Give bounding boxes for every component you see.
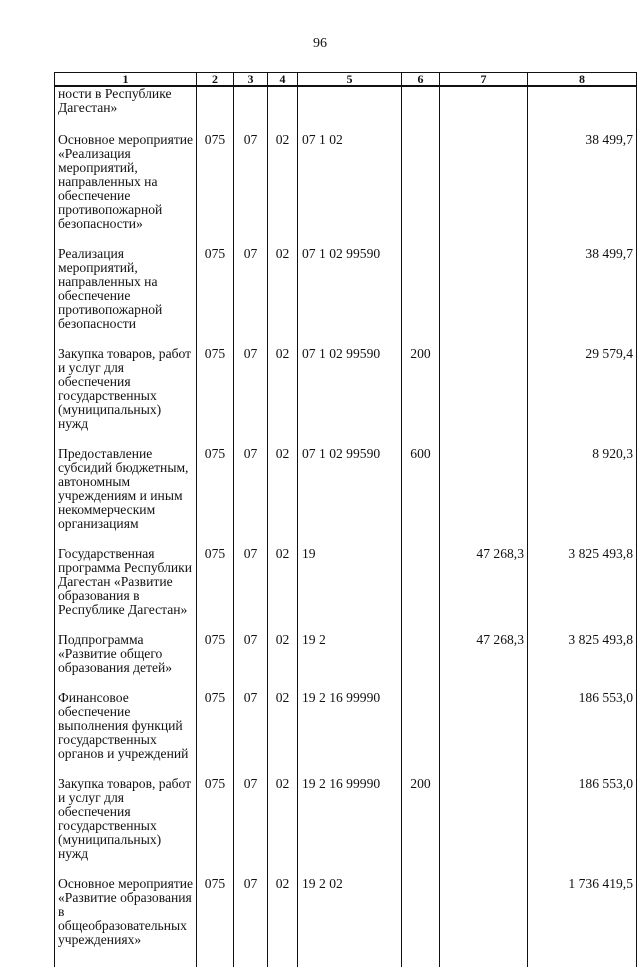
row-name: ности в Республике Дагестан» [55,86,197,117]
spacer-cell [440,861,528,877]
row-spacer [55,675,637,691]
row-name: Основное мероприятие «Реализация мероприятий, направленных на обеспечение противопожарной безопасности» [55,133,197,231]
budget-table [54,72,637,967]
spacer-cell [528,231,637,247]
row-amount-7 [440,247,528,331]
row-section-code: 07 [234,547,268,617]
spacer-cell [440,431,528,447]
table-row [55,86,637,117]
table-row [55,691,637,761]
spacer-cell [528,331,637,347]
row-target-article: 07 1 02 99590 [298,447,402,531]
row-target-article [298,86,402,117]
spacer-cell [298,331,402,347]
spacer-cell [298,431,402,447]
row-expense-type: 200 [402,777,440,861]
row-expense-type [402,633,440,675]
spacer-cell [402,531,440,547]
spacer-cell [528,761,637,777]
row-amount-8: 3 825 493,8 [528,547,637,617]
row-amount-8: 1 736 419,5 [528,877,637,967]
row-admin-code: 075 [197,633,234,675]
header-col-1: 1 [55,73,197,87]
table-body [55,86,637,967]
spacer-cell [528,675,637,691]
row-name: Реализация мероприятий, направленных на обеспечение противопожарной безопасности [55,247,197,331]
spacer-cell [268,331,298,347]
row-expense-type [402,247,440,331]
table-row [55,547,637,617]
row-expense-type [402,877,440,967]
spacer-cell [402,331,440,347]
spacer-cell [55,231,197,247]
spacer-cell [528,431,637,447]
row-subsection-code: 02 [268,133,298,231]
row-expense-type [402,133,440,231]
spacer-cell [298,861,402,877]
budget-table-container [54,72,636,947]
spacer-cell [55,861,197,877]
row-section-code: 07 [234,247,268,331]
row-amount-8: 8 920,3 [528,447,637,531]
row-name: Подпрограмма «Развитие общего образования детей» [55,633,197,675]
spacer-cell [197,331,234,347]
spacer-cell [234,431,268,447]
spacer-cell [298,231,402,247]
row-admin-code: 075 [197,691,234,761]
row-amount-8: 186 553,0 [528,777,637,861]
row-name: Закупка товаров, работ и услуг для обеспечения государственных (муниципальных) нужд [55,777,197,861]
row-section-code [234,86,268,117]
row-section-code: 07 [234,347,268,431]
row-spacer [55,617,637,633]
spacer-cell [268,861,298,877]
row-name: Закупка товаров, работ и услуг для обеспечения государственных (муниципальных) нужд [55,347,197,431]
row-amount-8 [528,86,637,117]
row-section-code: 07 [234,633,268,675]
spacer-cell [268,761,298,777]
spacer-cell [55,761,197,777]
header-col-2: 2 [197,73,234,87]
row-amount-7 [440,691,528,761]
spacer-cell [234,761,268,777]
spacer-cell [440,331,528,347]
row-subsection-code: 02 [268,247,298,331]
spacer-cell [268,531,298,547]
spacer-cell [234,675,268,691]
spacer-cell [268,231,298,247]
spacer-cell [197,617,234,633]
row-subsection-code: 02 [268,347,298,431]
row-expense-type: 200 [402,347,440,431]
header-col-8: 8 [528,73,637,87]
spacer-cell [402,431,440,447]
row-amount-7: 47 268,3 [440,547,528,617]
header-col-5: 5 [298,73,402,87]
row-subsection-code: 02 [268,777,298,861]
row-amount-8: 38 499,7 [528,247,637,331]
row-amount-8: 3 825 493,8 [528,633,637,675]
row-amount-7 [440,877,528,967]
spacer-cell [528,861,637,877]
spacer-cell [268,117,298,133]
row-admin-code: 075 [197,447,234,531]
row-section-code: 07 [234,777,268,861]
table-row [55,633,637,675]
row-spacer [55,431,637,447]
table-row [55,877,637,967]
row-name: Финансовое обеспечение выполнения функций государственных органов и учреждений [55,691,197,761]
row-section-code: 07 [234,877,268,967]
spacer-cell [234,331,268,347]
row-admin-code [197,86,234,117]
row-section-code: 07 [234,133,268,231]
row-section-code: 07 [234,447,268,531]
spacer-cell [234,861,268,877]
row-amount-7 [440,133,528,231]
spacer-cell [234,617,268,633]
spacer-cell [298,617,402,633]
header-col-4: 4 [268,73,298,87]
spacer-cell [55,675,197,691]
spacer-cell [402,117,440,133]
table-row [55,133,637,231]
spacer-cell [234,531,268,547]
row-subsection-code [268,86,298,117]
row-name: Основное мероприятие «Развитие образования в общеобразовательных учреждениях» [55,877,197,967]
row-amount-7 [440,347,528,431]
table-row [55,777,637,861]
row-amount-7 [440,777,528,861]
spacer-cell [528,531,637,547]
spacer-cell [234,117,268,133]
row-admin-code: 075 [197,347,234,431]
row-admin-code: 075 [197,547,234,617]
spacer-cell [197,117,234,133]
row-target-article: 19 2 16 99990 [298,777,402,861]
header-col-7: 7 [440,73,528,87]
row-spacer [55,861,637,877]
spacer-cell [402,861,440,877]
row-admin-code: 075 [197,247,234,331]
row-target-article: 19 2 02 [298,877,402,967]
header-row [55,73,637,87]
spacer-cell [55,617,197,633]
row-subsection-code: 02 [268,547,298,617]
spacer-cell [197,531,234,547]
spacer-cell [55,117,197,133]
row-spacer [55,331,637,347]
spacer-cell [440,231,528,247]
row-expense-type: 600 [402,447,440,531]
row-admin-code: 075 [197,877,234,967]
row-target-article: 19 2 16 99990 [298,691,402,761]
row-expense-type [402,691,440,761]
spacer-cell [234,231,268,247]
spacer-cell [268,431,298,447]
row-subsection-code: 02 [268,877,298,967]
row-subsection-code: 02 [268,447,298,531]
row-amount-8: 29 579,4 [528,347,637,431]
row-target-article: 19 [298,547,402,617]
row-subsection-code: 02 [268,691,298,761]
header-col-6: 6 [402,73,440,87]
table-header [55,73,637,87]
spacer-cell [440,117,528,133]
page-number: 96 [313,36,327,51]
spacer-cell [402,231,440,247]
row-target-article: 07 1 02 [298,133,402,231]
table-row [55,247,637,331]
row-target-article: 19 2 [298,633,402,675]
row-admin-code: 075 [197,777,234,861]
spacer-cell [298,117,402,133]
table-row [55,347,637,431]
row-admin-code: 075 [197,133,234,231]
row-expense-type [402,547,440,617]
row-subsection-code: 02 [268,633,298,675]
spacer-cell [440,617,528,633]
spacer-cell [402,617,440,633]
spacer-cell [268,675,298,691]
spacer-cell [197,675,234,691]
spacer-cell [55,431,197,447]
row-spacer [55,117,637,133]
spacer-cell [440,531,528,547]
row-name: Предоставление субсидий бюджетным, автономным учреждениям и иным некоммерческим организациям [55,447,197,531]
spacer-cell [298,675,402,691]
row-name: Государственная программа Республики Дагестан «Развитие образования в Республике Дагестан» [55,547,197,617]
spacer-cell [298,761,402,777]
row-amount-8: 38 499,7 [528,133,637,231]
spacer-cell [402,761,440,777]
row-target-article: 07 1 02 99590 [298,247,402,331]
spacer-cell [55,531,197,547]
row-spacer [55,761,637,777]
spacer-cell [402,675,440,691]
row-spacer [55,531,637,547]
row-amount-7 [440,86,528,117]
spacer-cell [298,531,402,547]
row-spacer [55,231,637,247]
table-row [55,447,637,531]
spacer-cell [268,617,298,633]
spacer-cell [197,431,234,447]
row-target-article: 07 1 02 99590 [298,347,402,431]
row-section-code: 07 [234,691,268,761]
spacer-cell [440,761,528,777]
row-expense-type [402,86,440,117]
spacer-cell [197,761,234,777]
spacer-cell [197,861,234,877]
row-amount-7 [440,447,528,531]
header-col-3: 3 [234,73,268,87]
spacer-cell [528,117,637,133]
spacer-cell [440,675,528,691]
row-amount-8: 186 553,0 [528,691,637,761]
spacer-cell [528,617,637,633]
spacer-cell [197,231,234,247]
spacer-cell [55,331,197,347]
row-amount-7: 47 268,3 [440,633,528,675]
